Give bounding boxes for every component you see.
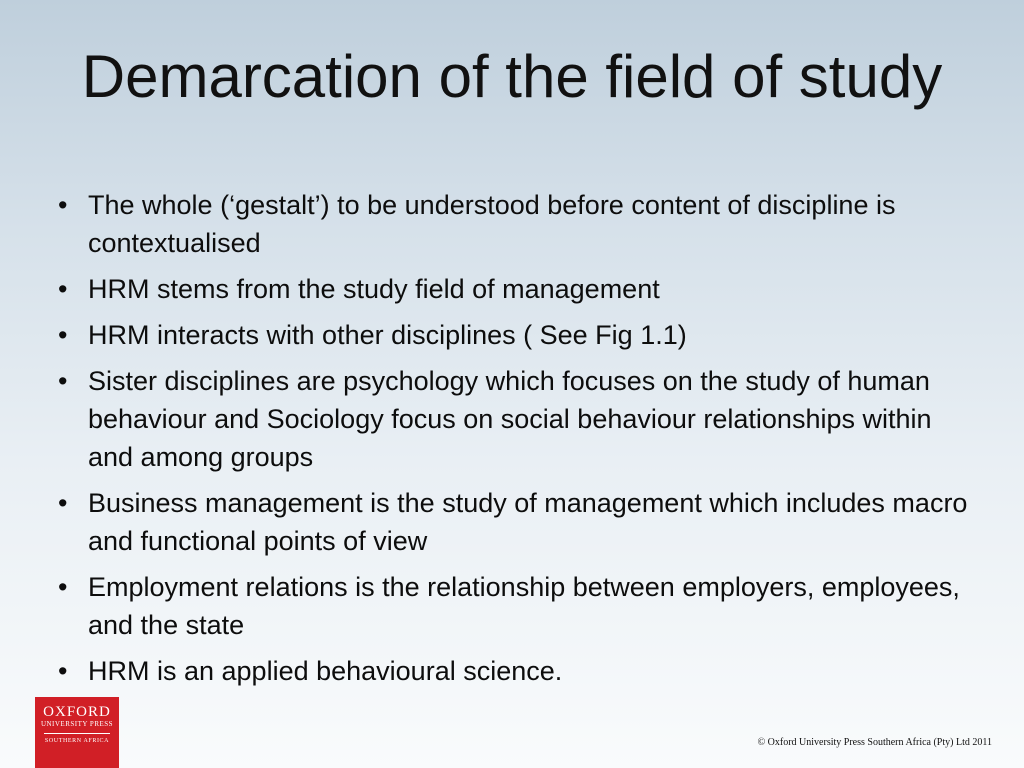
bullet-icon: • [58,572,68,602]
bullet-item [58,316,968,354]
bullet-text: HRM is an applied behavioural science. [88,656,563,686]
bullet-icon: • [58,656,68,686]
bullet-item [58,484,968,560]
bullet-item [58,270,968,308]
bullet-icon: • [58,274,68,304]
bullet-text: Business management is the study of management which includes macro and functional points of view [88,488,968,556]
logo-region: SOUTHERN AFRICA [44,738,110,744]
logo-wordmark: OXFORD [43,704,111,720]
bullet-icon: • [58,190,68,220]
bullet-item [58,652,968,690]
bullet-text: Sister disciplines are psychology which focuses on the study of human behaviour and Sociology focus on social behaviour relationships within and among groups [88,366,932,472]
slide-title: Demarcation of the field of study [81,43,943,110]
bullet-item [58,568,968,644]
logo-divider [44,733,110,734]
copyright-notice: © Oxford University Press Southern Africa (Pty) Ltd 2011 [757,737,992,748]
bullet-item [58,186,968,262]
bullet-icon: • [58,366,68,396]
bullet-text: The whole (‘gestalt’) to be understood before content of discipline is contextualised [88,190,896,258]
logo-subtitle: UNIVERSITY PRESS [40,720,114,728]
bullet-list [58,186,968,698]
bullet-item [58,362,968,476]
bullet-text: HRM interacts with other disciplines ( See Fig 1.1) [88,320,687,350]
bullet-text: HRM stems from the study field of management [88,274,660,304]
bullet-icon: • [58,488,68,518]
bullet-icon: • [58,320,68,350]
bullet-text: Employment relations is the relationship between employers, employees, and the state [88,572,960,640]
oxford-logo [35,697,119,768]
